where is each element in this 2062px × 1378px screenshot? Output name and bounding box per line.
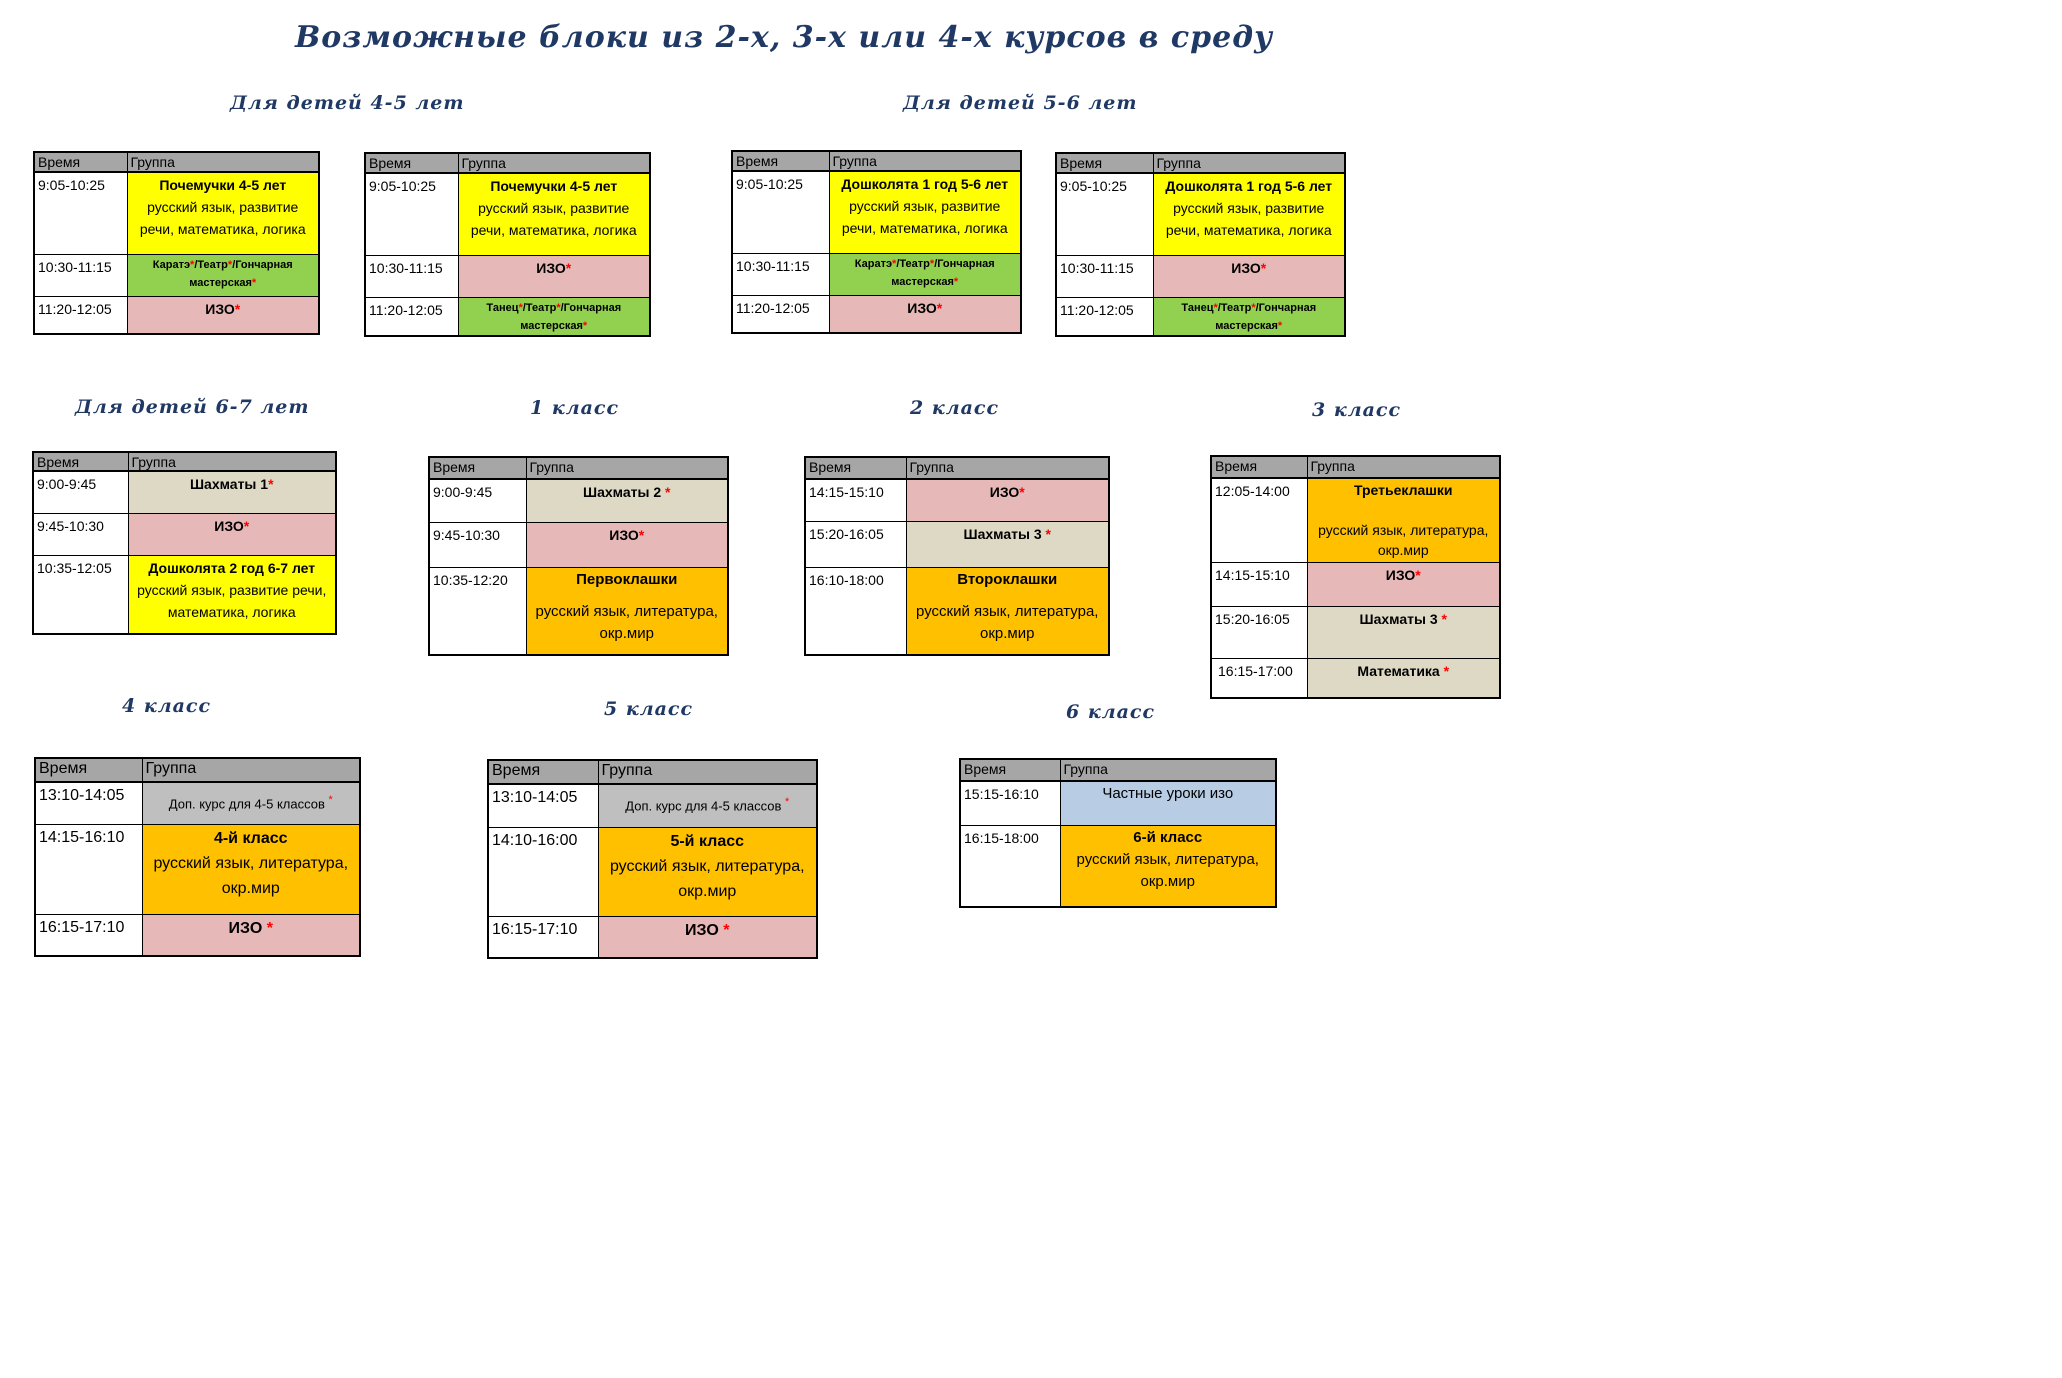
col-group: Группа [1307,456,1500,478]
time-cell: 13:10-14:05 [488,784,598,827]
course-name: Шахматы 2 * [583,484,671,500]
heading-class-5: 5 класс [604,698,694,720]
time-cell: 15:15-16:10 [960,781,1060,825]
group-cell [598,916,817,958]
time-cell: 10:35-12:05 [33,555,128,634]
course-name: ИЗО* [609,526,645,543]
course-name: Почемучки 4-5 лет [159,177,287,193]
course-desc: русский язык, развитие речи, математика, логика [137,581,327,620]
time-cell: 16:15-17:10 [35,914,142,956]
group-cell [142,782,360,824]
course-name: Второклашки [957,570,1058,588]
group-cell [906,479,1109,521]
col-time: Время [488,760,598,784]
col-group: Группа [906,457,1109,479]
col-group: Группа [458,153,650,173]
group-cell [829,295,1021,333]
group-cell [458,297,650,336]
group-cell [1307,606,1500,658]
time-cell: 10:30-11:15 [732,253,829,295]
schedule-6-7 [32,451,337,635]
course-name: Шахматы 3 * [1359,610,1447,627]
col-time: Время [960,759,1060,781]
course-name: ИЗО* [907,299,943,316]
schedule-5-6-a [731,150,1022,334]
course-name: Почемучки 4-5 лет [490,178,618,194]
schedule-4-5-b [364,152,651,337]
course-name: Каратэ*/Театр*/Гончарная мастерская* [152,258,293,289]
heading-4-5: Для детей 4-5 лет [230,92,465,114]
heading-class-6: 6 класс [1066,701,1156,723]
heading-class-3: 3 класс [1312,399,1402,421]
heading-class-4: 4 класс [122,695,212,717]
col-time: Время [34,152,127,172]
course-name: Первоклашки [576,570,678,588]
group-cell [127,172,319,254]
group-cell [458,173,650,255]
group-cell [906,521,1109,567]
col-group: Группа [1060,759,1276,781]
group-cell [1153,297,1345,336]
group-cell [1153,255,1345,297]
group-cell [128,471,336,513]
col-time: Время [732,151,829,171]
time-cell: 12:05-14:00 [1211,478,1307,562]
time-cell: 15:20-16:05 [1211,606,1307,658]
course-desc: русский язык, литература, окр.мир [153,854,349,897]
time-cell: 13:10-14:05 [35,782,142,824]
course-name: ИЗО* [1231,259,1267,276]
group-cell [142,824,360,914]
course-name: ИЗО * [685,921,730,939]
col-group: Группа [127,152,319,172]
time-cell: 14:15-16:10 [35,824,142,914]
time-cell: 11:20-12:05 [365,297,458,336]
time-cell: 11:20-12:05 [732,295,829,333]
course-desc: русский язык, литература, окр.мир [1076,850,1259,890]
group-cell [829,253,1021,295]
col-group: Группа [526,457,728,479]
course-name: ИЗО* [214,517,250,534]
heading-5-6: Для детей 5-6 лет [903,92,1138,114]
course-name: ИЗО* [205,300,241,317]
time-cell: 11:20-12:05 [1056,297,1153,336]
time-cell: 9:45-10:30 [429,522,526,567]
schedule-5-6-b [1055,152,1346,337]
col-time: Время [35,758,142,782]
time-cell: 10:30-11:15 [34,254,127,296]
course-name: Шахматы 1* [189,476,274,492]
course-name: Частные уроки изо [1102,785,1234,802]
group-cell [829,171,1021,253]
time-cell: 11:20-12:05 [34,296,127,334]
group-cell [598,827,817,916]
group-cell [1307,562,1500,606]
heading-class-1: 1 класс [530,397,620,419]
col-group: Группа [1153,153,1345,173]
time-cell: 9:05-10:25 [365,173,458,255]
time-cell: 9:45-10:30 [33,513,128,555]
course-name: Шахматы 3 * [963,525,1051,542]
group-cell [1307,658,1500,698]
course-desc: русский язык, литература, окр.мир [916,602,1099,642]
course-name: ИЗО * [228,919,273,937]
course-name: Дошколята 1 год 5-6 лет [841,176,1009,192]
course-name: Доп. курс для 4-5 классов * [625,796,790,814]
group-cell [1153,173,1345,255]
time-cell: 10:30-11:15 [1056,255,1153,297]
time-cell: 9:00-9:45 [33,471,128,513]
time-cell: 16:10-18:00 [805,567,906,655]
schedule-class-6 [959,758,1277,908]
time-cell: 9:05-10:25 [1056,173,1153,255]
col-time: Время [33,452,128,471]
schedule-class-1 [428,456,729,656]
course-desc: русский язык, литература, окр.мир [1318,522,1489,558]
course-name: Третьеклашки [1353,482,1453,498]
course-name: ИЗО* [989,484,1025,500]
group-cell [127,254,319,296]
course-name: ИЗО* [536,259,572,276]
page-title: Возможные блоки из 2-х, 3-х или 4-х курсов в среду [294,20,1274,55]
group-cell [526,522,728,567]
time-cell: 16:15-17:10 [488,916,598,958]
col-group: Группа [142,758,360,782]
col-time: Время [365,153,458,173]
col-group: Группа [128,452,336,471]
heading-6-7: Для детей 6-7 лет [75,396,310,418]
schedule-class-3 [1210,455,1501,699]
group-cell [526,567,728,655]
time-cell: 10:30-11:15 [365,255,458,297]
course-name: Математика * [1357,662,1450,679]
group-cell [458,255,650,297]
time-cell: 14:15-15:10 [1211,562,1307,606]
col-time: Время [1211,456,1307,478]
time-cell: 9:00-9:45 [429,479,526,522]
course-desc: русский язык, развитие речи, математика, логика [841,198,1008,236]
time-cell: 14:10-16:00 [488,827,598,916]
col-time: Время [429,457,526,479]
course-name: 6-й класс [1133,828,1203,846]
time-cell: 9:05-10:25 [34,172,127,254]
group-cell [526,479,728,522]
group-cell [128,513,336,555]
group-cell [1060,825,1276,907]
course-name: 4-й класс [213,829,288,847]
time-cell: 15:20-16:05 [805,521,906,567]
course-desc: русский язык, развитие речи, математика, логика [139,199,306,237]
course-desc: русский язык, развитие речи, математика, логика [470,200,637,238]
time-cell: 14:15-15:10 [805,479,906,521]
course-name: Дошколята 1 год 5-6 лет [1165,178,1333,194]
time-cell: 10:35-12:20 [429,567,526,655]
col-group: Группа [829,151,1021,171]
course-desc: русский язык, литература, окр.мир [609,857,805,900]
group-cell [127,296,319,334]
course-name: 5-й класс [670,832,745,850]
course-name: Доп. курс для 4-5 классов * [168,794,333,812]
group-cell [598,784,817,827]
heading-class-2: 2 класс [910,397,1000,419]
group-cell [906,567,1109,655]
time-cell: 9:05-10:25 [732,171,829,253]
time-cell: 16:15-18:00 [960,825,1060,907]
schedule-class-5 [487,759,818,959]
course-name: ИЗО* [1385,566,1421,583]
schedule-4-5-a [33,151,320,335]
group-cell [1060,781,1276,825]
group-cell [142,914,360,956]
schedule-class-2 [804,456,1110,656]
course-name: Танец*/Театр*/Гончарная мастерская* [486,301,622,332]
course-desc: русский язык, литература, окр.мир [535,602,718,642]
course-name: Дошколята 2 год 6-7 лет [148,559,316,576]
group-cell [1307,478,1500,562]
course-name: Танец*/Театр*/Гончарная мастерская* [1181,301,1317,332]
course-name: Каратэ*/Театр*/Гончарная мастерская* [854,257,995,288]
col-time: Время [1056,153,1153,173]
schedule-class-4 [34,757,361,957]
col-time: Время [805,457,906,479]
time-cell: 16:15-17:00 [1211,658,1307,698]
group-cell [128,555,336,634]
course-desc: русский язык, развитие речи, математика, логика [1165,200,1332,238]
col-group: Группа [598,760,817,784]
